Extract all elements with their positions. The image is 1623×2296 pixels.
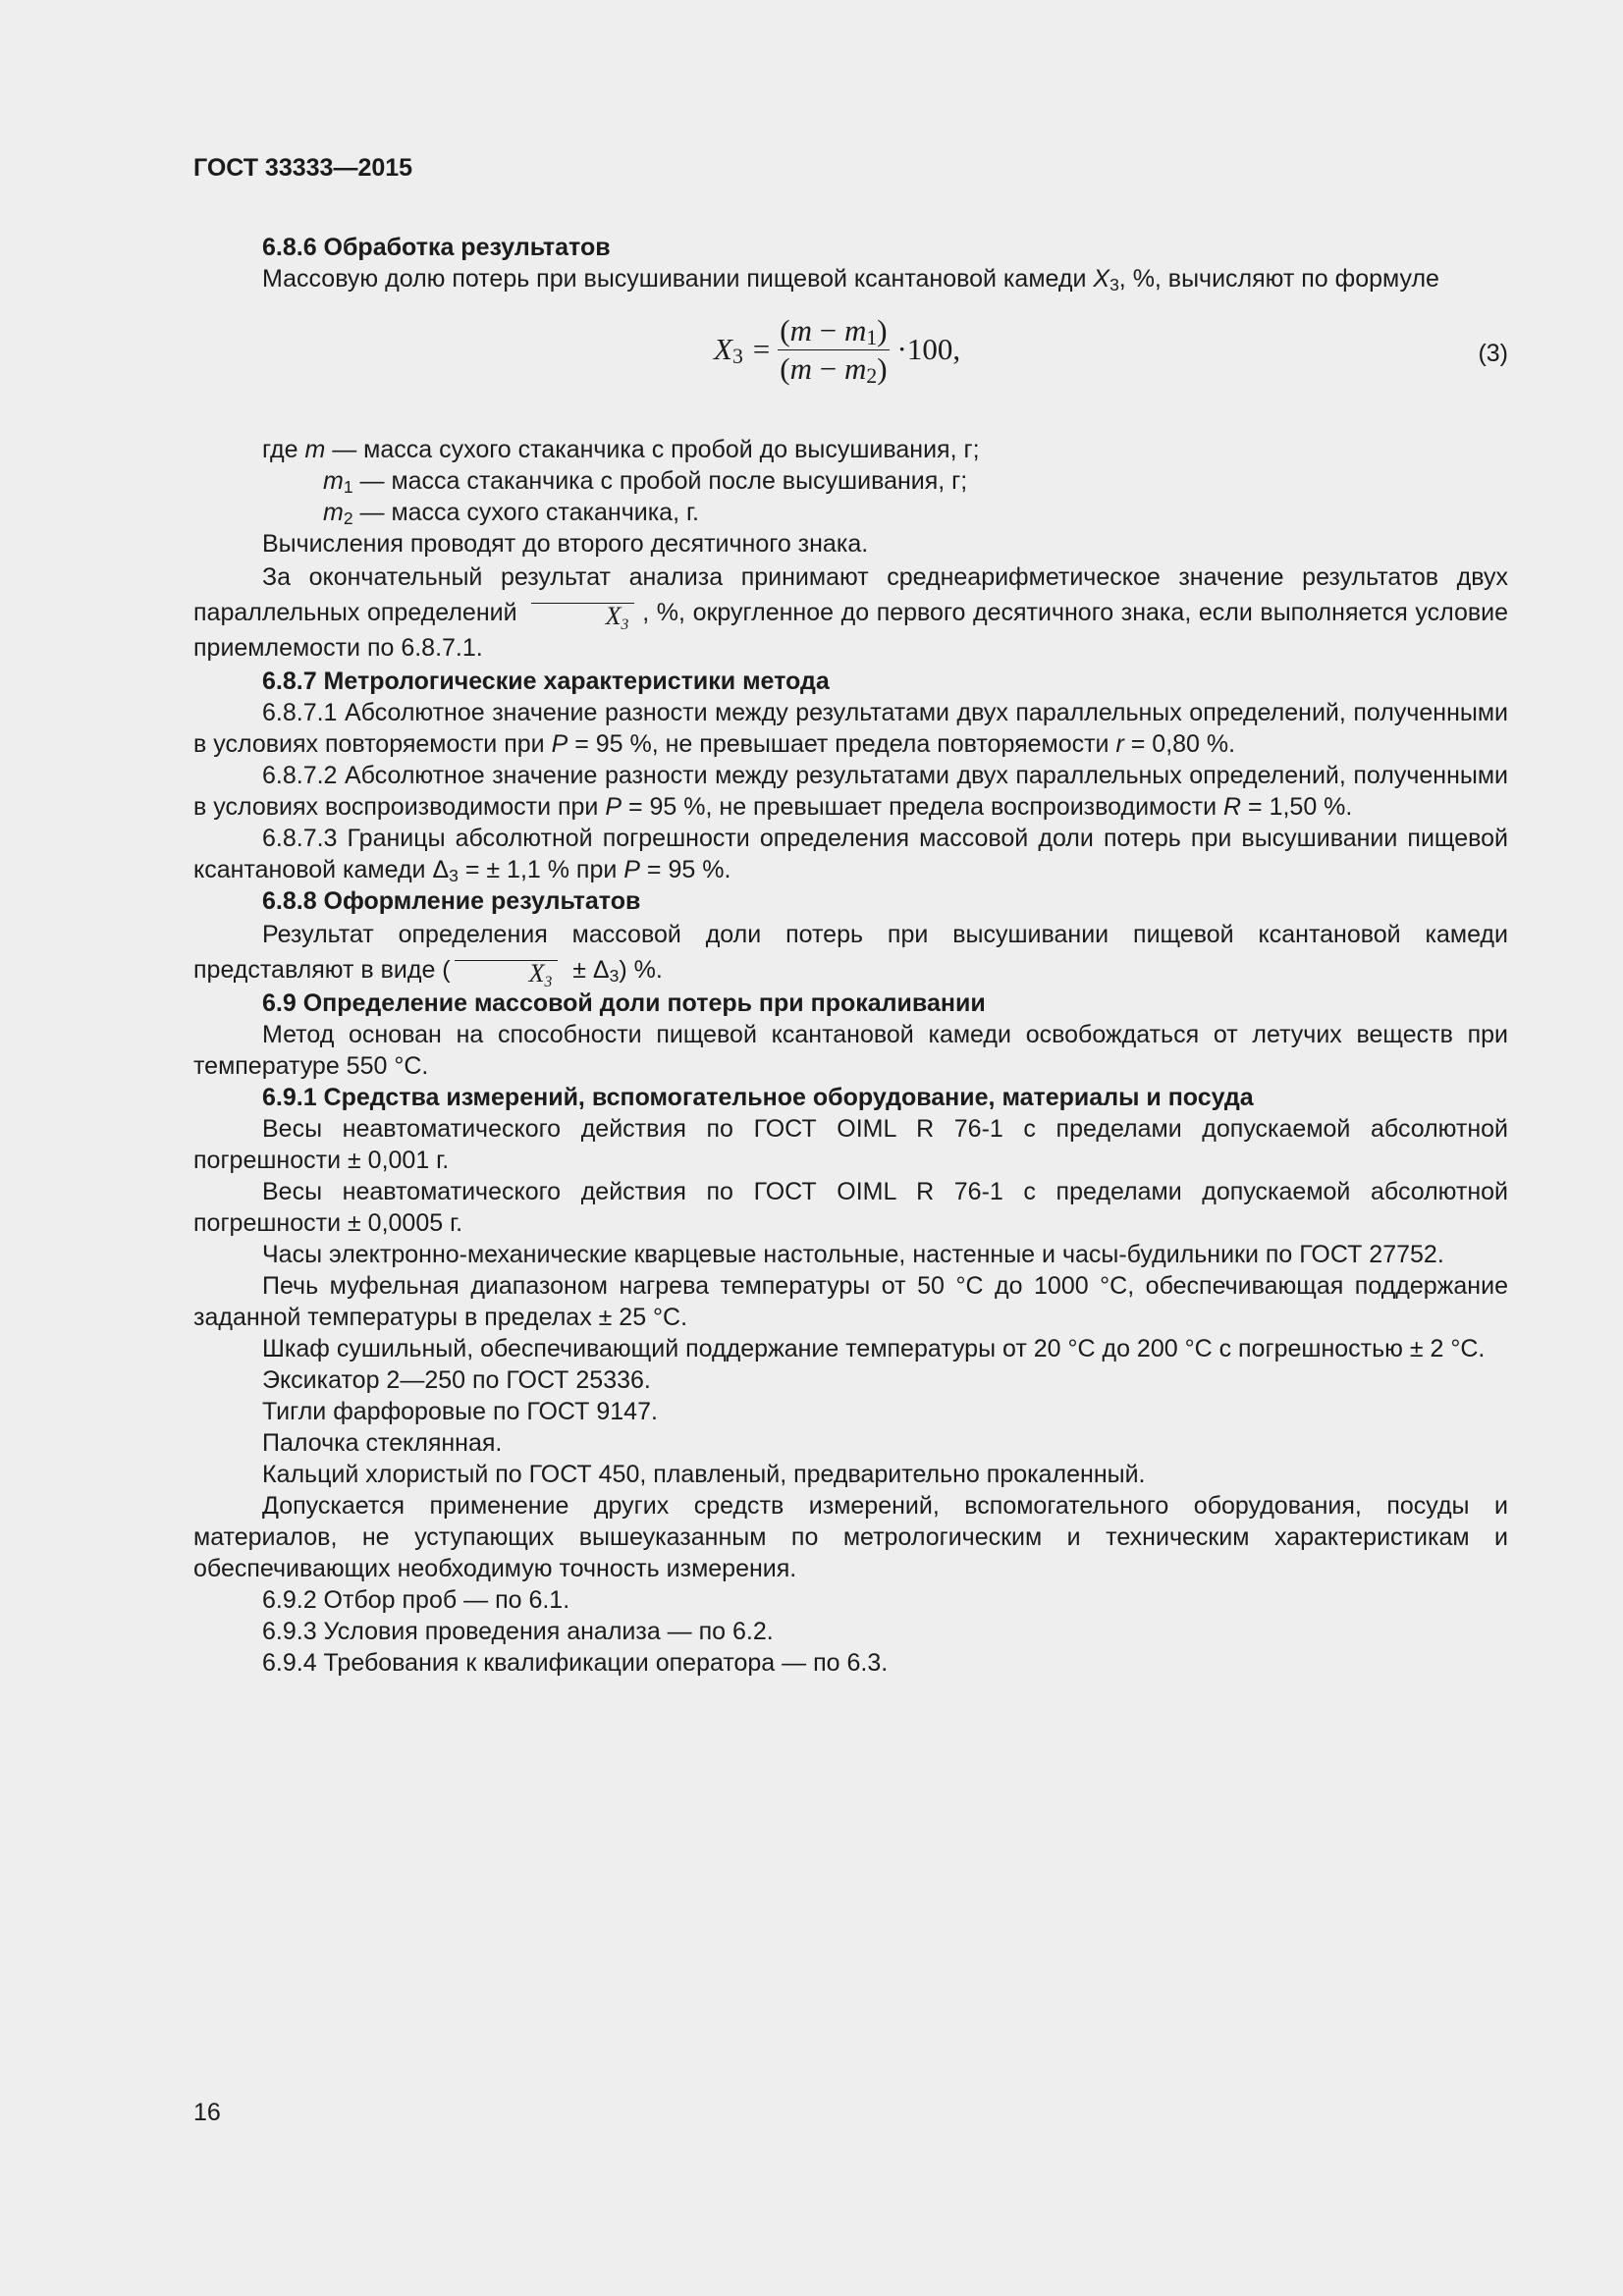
fraction-denominator: $(m - m_2)$ — [780, 350, 888, 388]
section-heading-6-9: 6.9 Определение массовой доли потерь при прокаливании — [262, 989, 986, 1017]
list-item-oven: Шкаф сушильный, обеспечивающий поддержание температуры от 20 °С до 200 °С с погрешностью ± 2 °С. — [262, 1335, 1486, 1362]
formula-number: (3) — [1478, 340, 1508, 367]
paragraph-6-8-7-3: 6.8.7.3 Границы абсолютной погрешности определения массовой доли потерь при высушивании пищевой ксантановой камеди $\Delta_3$ = ± 1,1 % при P = 95 %. — [193, 825, 1508, 885]
list-item-scales-2: Весы неавтоматического действия по ГОСТ OIML R 76-1 с пределами допускаемой абсолютной погрешности ± 0,0005 г. — [193, 1178, 1508, 1237]
page-number: 16 — [193, 2099, 221, 2126]
section-heading-6-8-7: 6.8.7 Метрологические характеристики метода — [262, 667, 830, 695]
x3-mean: $X_3$ — [531, 603, 635, 629]
formula-fraction — [778, 312, 889, 388]
paragraph-6-9-4: 6.9.4 Требования к квалификации оператора — по 6.3. — [262, 1649, 889, 1677]
list-item-glass-rod: Палочка стеклянная. — [262, 1429, 503, 1457]
list-item-furnace: Печь муфельная диапазоном нагрева температуры от 50 °С до 1000 °С, обеспечивающая поддержание заданной температуры в пределах ± 25 °С. — [193, 1272, 1508, 1331]
list-item-clock: Часы электронно-механические кварцевые настольные, настенные и часы-будильники по ГОСТ 27752. — [262, 1241, 1444, 1268]
list-item-scales-1: Весы неавтоматического действия по ГОСТ OIML R 76-1 с пределами допускаемой абсолютной погрешности ± 0,001 г. — [193, 1115, 1508, 1174]
x3-mean: $X_3$ — [455, 960, 559, 987]
paragraph-formula-intro: Массовую долю потерь при высушивании пищевой ксантановой камеди $X_3$, %, вычисляют по формуле — [262, 265, 1439, 294]
paragraph-alternatives: Допускается применение других средств измерений, вспомогательного оборудования, посуды и материалов, не уступающих вышеуказанным по метрологическим и техническим характеристикам и обеспечивающих необходимую точность измерения. — [193, 1492, 1508, 1582]
where-m1: $m_1$ — масса стаканчика с пробой после высушивания, г; — [323, 467, 968, 497]
paragraph-6-9-3: 6.9.3 Условия проведения анализа — по 6.2. — [262, 1618, 774, 1645]
paragraph-method: Метод основан на способности пищевой ксантановой камеди освобождаться от летучих веществ при температуре 550 °С. — [193, 1021, 1508, 1080]
list-item-desiccator: Эксикатор 2—250 по ГОСТ 25336. — [262, 1366, 651, 1394]
list-item-crucibles: Тигли фарфоровые по ГОСТ 9147. — [262, 1398, 658, 1425]
where-m2: $m_2$ — масса сухого стаканчика, г. — [323, 499, 699, 528]
paragraph-calc: Вычисления проводят до второго десятичного знака. — [262, 530, 869, 558]
paragraph-final-result: За окончательный результат анализа принимают среднеарифметическое значение результатов двух параллельных определений $X_3$ , %, округленное до первого десятичного знака, если выполняется условие приемлемости по 6.8.7.1. — [193, 563, 1509, 662]
page-content — [193, 232, 1508, 1679]
paragraph-6-8-7-2: 6.8.7.2 Абсолютное значение разности между результатами двух параллельных определений, полученными в условиях воспроизводимости при P = 95 %, не превышает предела воспроизводимости R = 1,50 %. — [193, 762, 1508, 821]
where-m: где m — масса сухого стаканчика с пробой до высушивания, г; — [262, 436, 980, 463]
section-heading-6-8-8: 6.8.8 Оформление результатов — [262, 887, 641, 915]
paragraph-6-8-7-1: 6.8.7.1 Абсолютное значение разности между результатами двух параллельных определений, полученными в условиях повторяемости при P = 95 %, не превышает предела повторяемости r = 0,80 %. — [193, 699, 1508, 758]
paragraph-result-form: Результат определения массовой доли потерь при высушивании пищевой ксантановой камеди представляют в виде ( $X_3 \pm \Delta_3$) %. — [193, 921, 1508, 990]
list-item-calcium-chloride: Кальций хлористый по ГОСТ 450, плавленый, предварительно прокаленный. — [262, 1461, 1146, 1488]
fraction-numerator: $(m - m_1)$ — [780, 312, 888, 349]
document-header: ГОСТ 33333—2015 — [193, 154, 413, 182]
section-heading-6-9-1: 6.9.1 Средства измерений, вспомогательное оборудование, материалы и посуда — [262, 1084, 1254, 1111]
formula-3: $X_3$ = $\frac{(m - m_1)}{(m - m_2)}$ ·100, — [714, 312, 961, 388]
paragraph-6-9-2: 6.9.2 Отбор проб — по 6.1. — [262, 1586, 570, 1614]
section-heading-6-8-6: 6.8.6 Обработка результатов — [262, 234, 611, 261]
formula-block — [193, 298, 1508, 426]
